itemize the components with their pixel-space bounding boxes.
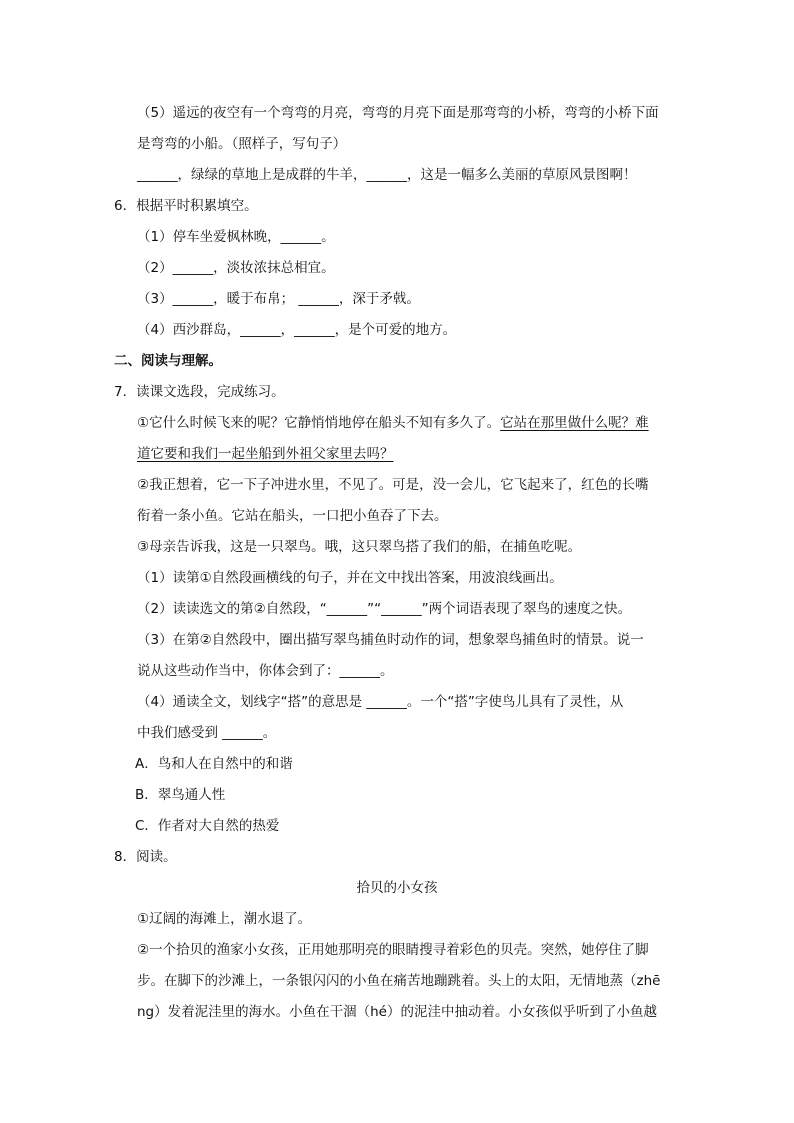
q8-paragraph-1: ①辽阔的海滩上，潮水退了。 — [137, 911, 312, 927]
q7-sub-question-4-line-1: （4）通读全文，划线字“搭”的意思是 ______。一个“搭”字使鸟儿具有了灵性，从 — [137, 694, 624, 710]
q7-option-a: A．鸟和人在自然中的和谐 — [135, 756, 293, 772]
q8-title: 8．阅读。 — [114, 849, 177, 865]
q7-sub-question-2: （2）读读选文的第②自然段，“______”“______”两个词语表现了翠鸟的速度之快。 — [137, 601, 632, 617]
q6-item-2: （2）______，淡妆浓抹总相宜。 — [137, 260, 335, 276]
q7-paragraph-1-line-2: 道它要和我们一起坐船到外祖父家里去吗？ — [137, 446, 394, 462]
q6-title: 6．根据平时积累填空。 — [114, 198, 258, 214]
q7-option-c: C．作者对大自然的热爱 — [135, 818, 280, 834]
q6-item-4: （4）西沙群岛，______，______，是个可爱的地方。 — [137, 322, 457, 338]
q7-sub-question-1: （1）读第①自然段画横线的句子，并在文中找出答案，用波浪线画出。 — [137, 570, 563, 586]
q6-item-1: （1）停车坐爱枫林晚，______。 — [137, 229, 335, 245]
q8-paragraph-2-line-3: ng）发着泥洼里的海水。小鱼在干涸（hé）的泥洼中抽动着。小女孩似乎听到了小鱼越 — [137, 1004, 657, 1020]
q7-paragraph-1-line-1 — [137, 413, 649, 433]
q7-sub-question-3-line-1: （3）在第②自然段中，圈出描写翠鸟捕鱼时动作的词，想象翠鸟捕鱼时的情景。说一 — [137, 632, 644, 648]
q5-answer-line: ______，绿绿的草地上是成群的牛羊，______，这是一幅多么美丽的草原风景图啊！ — [137, 167, 637, 183]
q5-sentence-line-1: （5）遥远的夜空有一个弯弯的月亮，弯弯的月亮下面是那弯弯的小桥，弯弯的小桥下面 — [137, 105, 659, 121]
q6-item-3: （3）______，暖于布帛； ______，深于矛戟。 — [137, 291, 420, 307]
q8-paragraph-2-line-1: ②一个拾贝的渔家小女孩，正用她那明亮的眼睛搜寻着彩色的贝壳。突然，她停住了脚 — [137, 942, 649, 958]
q5-sentence-line-2: 是弯弯的小船。（照样子，写句子） — [137, 136, 347, 152]
q7-paragraph-3: ③母亲告诉我，这是一只翠鸟。哦，这只翠鸟搭了我们的船，在捕鱼吃呢。 — [137, 539, 582, 555]
q7-sub-question-3-line-2: 说从这些动作当中，你体会到了：______。 — [137, 663, 394, 679]
q8-paragraph-2-line-2: 步。在脚下的沙滩上，一条银闪闪的小鱼在痛苦地蹦跳着。头上的太阳，无情地蒸（zhē — [137, 973, 661, 989]
q7-p1-plain-text: ①它什么时候飞来的呢？它静悄悄地停在船头不知有多久了。 — [137, 415, 501, 431]
q8-story-title: 拾贝的小女孩 — [356, 880, 438, 896]
q7-p1-underlined-text: 它站在那里做什么呢？难 — [500, 415, 649, 431]
q7-paragraph-2-line-2: 衔着一条小鱼。它站在船头，一口把小鱼吞了下去。 — [137, 508, 448, 524]
q7-option-b: B．翠鸟通人性 — [135, 787, 226, 803]
q7-paragraph-2-line-1: ②我正想着，它一下子冲进水里，不见了。可是，没一会儿，它飞起来了，红色的长嘴 — [137, 477, 649, 493]
q7-sub-question-4-line-2: 中我们感受到 ______。 — [137, 725, 277, 741]
section-heading-reading: 二、阅读与理解。 — [114, 353, 222, 369]
q7-title: 7．读课文选段，完成练习。 — [114, 384, 285, 400]
